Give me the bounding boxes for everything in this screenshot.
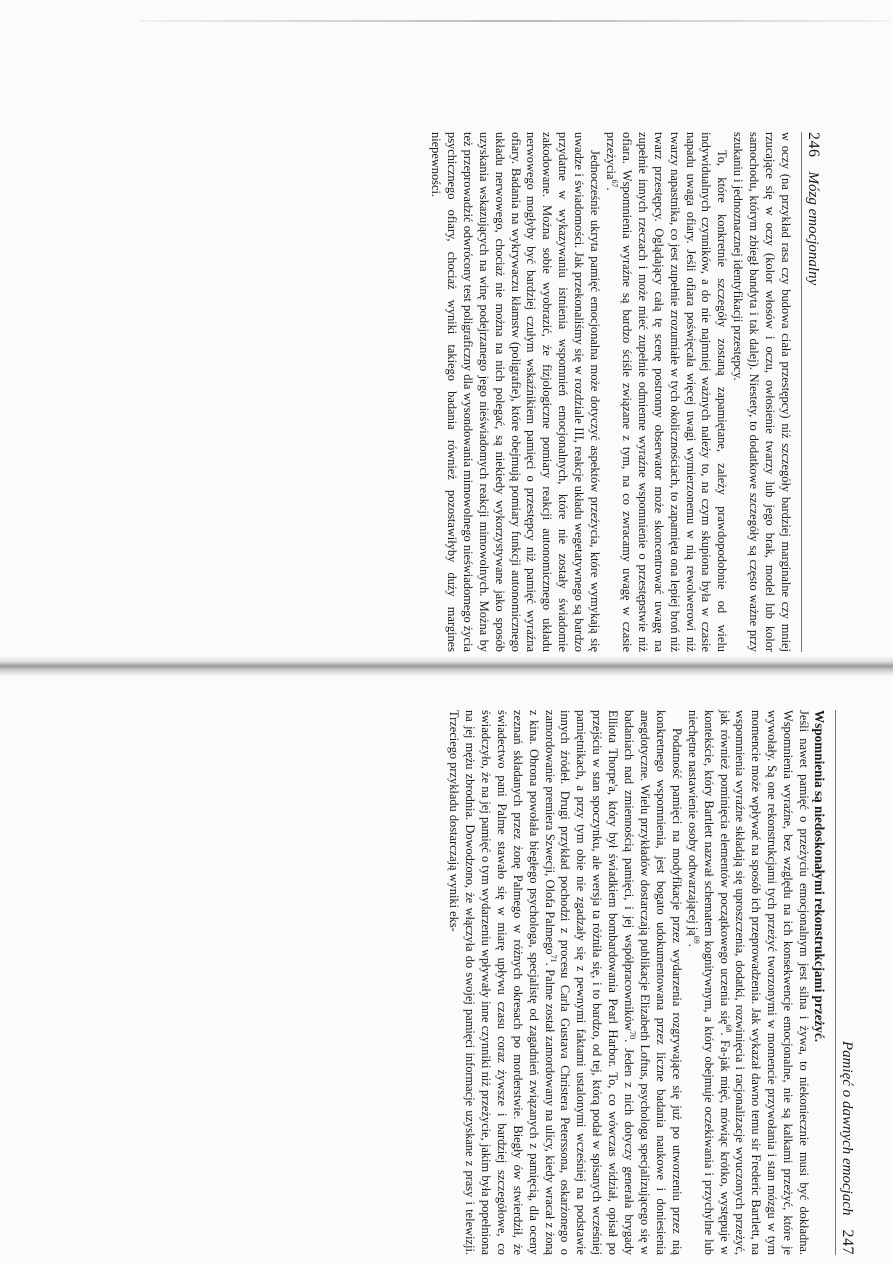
scan-edge-shadow bbox=[140, 20, 890, 22]
section-heading: Wspomnienia są niedoskonałymi rekonstrukcjami przeżyć. bbox=[812, 710, 827, 1043]
footnote-ref: 69 bbox=[691, 935, 701, 944]
page-247 bbox=[96, 710, 856, 1255]
footnote-ref: 70 bbox=[628, 1031, 638, 1040]
running-title: Pamięć o dawnych emocjach bbox=[839, 1040, 855, 1216]
footnote-ref: 71 bbox=[548, 954, 558, 963]
running-head-right bbox=[835, 710, 856, 1255]
paragraph: To, które konkretnie szczegóły zostaną zapamiętane, zależy prawdopodobnie od wielu indywidualnych czynników, a do nie najmniej ważnych należy to, na czym skupiona była w czasie napadu uwaga ofiary. Jeśli ofiara poświęcała więcej uwagi wymierzonemu w nią rewolwerowi niż twarzy napastnika, co jest zupełnie zrozumiałe w tych okolicznościach, to zapamięta ona lepiej broń niż twarz przestępcy. Oglądający całą tę scenę postronny obserwator może skoncentrować uwagę na zupełnie innych rzeczach i może mieć zupełnie odmienne wyraźne wspomnienie o przestępstwie niż ofiara. Wspomnienia wyraźne są bardzo ściśle związane z tym, na co zwracamy uwagę w czasie przeżycia$^{67}$. bbox=[604, 132, 730, 652]
running-title: Mózg emocjonalny bbox=[805, 171, 821, 286]
page-body bbox=[427, 132, 793, 652]
paragraph: w oczy (na przykład rasa czy budowa ciała przestępcy) niż szczegóły bardziej marginalne czy mniej rzucające się w oczy (kolor włosów i oczu, owłosienie twarzy lub jego brak, model lub kolor samochodu, którym zbiegł bandyta i tak dalej). Niestety, to dodatkowe szczegóły są często ważne przy szukaniu i jednoznacznej identyfikacji przestępcy. bbox=[731, 132, 793, 652]
page-246 bbox=[132, 132, 822, 652]
footnote-ref: 68 bbox=[723, 1024, 733, 1033]
paragraph: Podatność pamięci na modyfikacje przez wydarzenia rozgrywające się już po utworzeniu przez nią konkretnego wspomnienia, jest bogato udokumentowana przez liczne badania naukowe i doniesienia anegdotyczne. Wielu przykładów dostarczają publikacje Elizabeth Loftus, psychologa specjalizującego się w badaniach nad zmiennością pamięci, i jej współpracowników$^{70}$. Jeden z nich dotyczy generała brygady Elliota Thorpe'a, który był świadkiem bombardowania Pearl Harbor. To, co wówczas widział, opisał po przejściu w stan spoczynku, ale wersja ta różniła się, i to bardzo, od tej, którą podał w spisanych wcześniej pamiętnikach, a przy tym obie nie zgadzały się z pewnymi faktami ustalonymi wcześniej na podstawie innych źródeł. Drugi przykład pochodzi z procesu Carla Gustava Christera Peterssona, oskarżonego o zamordowanie premiera Szwecji, Olofa Palmego$^{71}$. Palme został zamordowany na ulicy, kiedy wracał z żoną z kina. Obrona powołała biegłego psychologa, specjalistę od zagadnień związanych z pamięcią, dla oceny zeznań składanych przez żonę Palmego w różnych okresach po morderstwie. Biegły ów stwierdził, że świadectwo pani Palme stawało się w miarę upływu czasu coraz żywsze i bardziej szczegółowe, co świadczyło, że na jej pamięć o tym wydarzeniu wpływały inne czynniki niż przeżycie, jakim była popełniona na jej mężu zbrodnia. Dowodzono, że włączyła do swojej pamięci informacje uzyskane z prasy i telewizji. Trzeciego przykładu dostarczają wyniki eks- bbox=[447, 710, 684, 1255]
running-head-left bbox=[801, 132, 822, 652]
footnote-ref: 67 bbox=[610, 179, 620, 188]
paragraph: Jednocześnie ukryta pamięć emocjonalna może dotyczyć aspektów przeżycia, które wymykają się uwadze i świadomości. Jak przekonaliśmy się w rozdziale III, reakcje układu wegetatywnego są bardzo przydatne w wykazywaniu istnienia wspomnień emocjonalnych, które nie zostały świadomie zakodowane. Można sobie wyobrazić, że fizjologiczne pomiary reakcji autonomicznego układu nerwowego mogłyby być bardziej czułym wskaźnikiem pamięci o przestępcy niż pamięć wyraźna ofiary. Badania na wykrywaczu kłamstw (poligrafie), które obejmują pomiary funkcji autonomicznego układu nerwowego, chociaż nie można na nich polegać, są niekiedy wykorzystywane jako sposób uzyskania wskazujących na winę podejrzanego jego nieświadomych reakcji mimowolnych. Można by też przeprowadzić odwrócony test poligraficzny dla wysondowania mimowolnego nieświadomego życia psychicznego ofiary, chociaż wyniki takiego badania również pozostawiłyby duży margines niepewności. bbox=[429, 132, 603, 652]
page-number: 246 bbox=[805, 132, 822, 158]
page-body bbox=[445, 710, 827, 1255]
page-number: 247 bbox=[839, 1229, 856, 1255]
paragraph: Jeśli nawet pamięć o przeżyciu emocjonalnym jest silna i żywa, to niekoniecznie musi być dokładna. Wspomnienia wyraźne, bez względu na ich konsekwencje emocjonalne, nie są kalkami przeżyć, które je wywołały. Są one rekonstrukcjami tych przeżyć tworzonymi w momencie przywołania i stan mózgu w tym momencie może wpływać na sposób ich przeprowadzenia. Jak wykazał dawno temu sir Frederic Bartlett, na wspomnienia wyraźne składają się uproszczenia, dodatki, rozwinięcia i racjonalizacje wyuczonych przeżyć, jak również pominięcia elementów początkowego uczenia się$^{68}$. Fa-jak mięć, mówiąc krótko, występuje w kontekście, który Bartlett nazwał schematem kognitywnym, a który obejmuje oczekiwania i przychylne lub niechętne nastawienie osoby odtwarzającej $ją^{69}$. bbox=[685, 710, 812, 1255]
book-spine-fold bbox=[0, 655, 893, 677]
